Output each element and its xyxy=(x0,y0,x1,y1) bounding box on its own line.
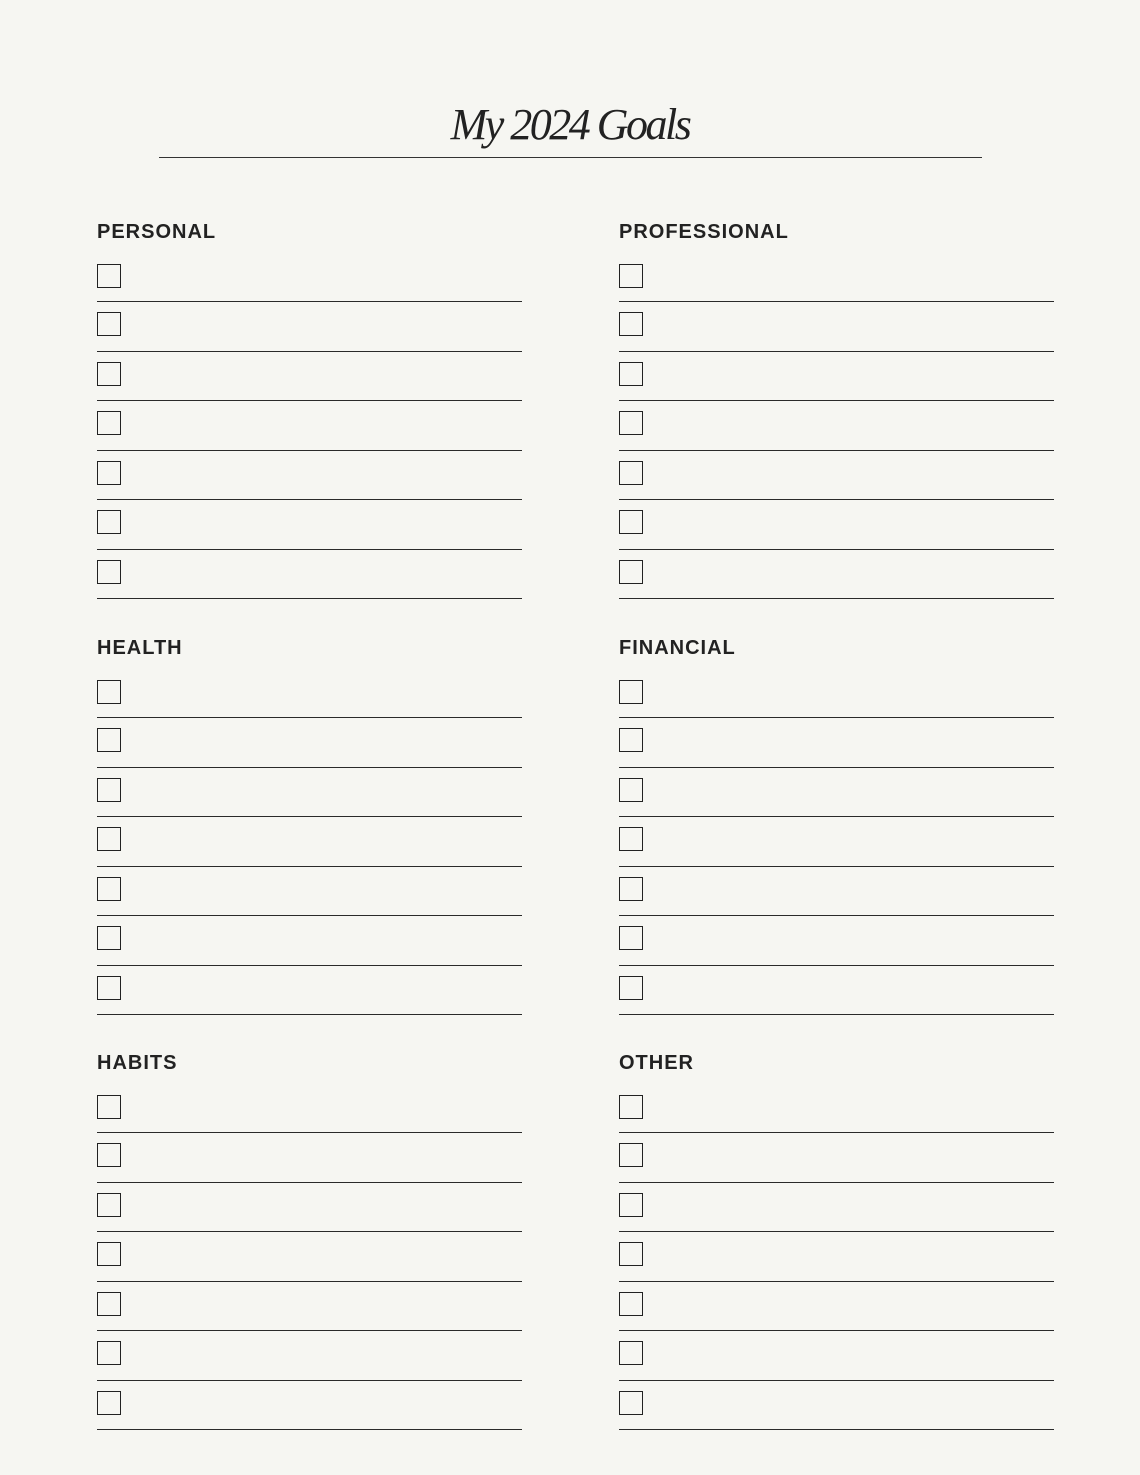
goal-row-financial xyxy=(619,768,1054,818)
checkbox-habits[interactable] xyxy=(97,1143,121,1167)
goal-list-personal xyxy=(97,254,522,599)
goal-row-other xyxy=(619,1331,1054,1381)
checkbox-personal[interactable] xyxy=(97,312,121,336)
goal-write-line-health[interactable] xyxy=(131,674,522,717)
checkbox-health[interactable] xyxy=(97,728,121,752)
goal-row-habits xyxy=(97,1133,522,1183)
goal-write-line-professional[interactable] xyxy=(653,504,1054,549)
checkbox-personal[interactable] xyxy=(97,264,121,288)
goal-write-line-professional[interactable] xyxy=(653,405,1054,450)
checkbox-habits[interactable] xyxy=(97,1242,121,1266)
checkbox-personal[interactable] xyxy=(97,362,121,386)
checkbox-professional[interactable] xyxy=(619,510,643,534)
goal-write-line-habits[interactable] xyxy=(131,1236,522,1281)
goal-row-financial xyxy=(619,817,1054,867)
section-heading-health: HEALTH xyxy=(97,637,183,659)
checkbox-personal[interactable] xyxy=(97,461,121,485)
section-professional xyxy=(619,218,1054,599)
checkbox-personal[interactable] xyxy=(97,510,121,534)
checkbox-other[interactable] xyxy=(619,1143,643,1167)
checkbox-personal[interactable] xyxy=(97,560,121,584)
checkbox-habits[interactable] xyxy=(97,1341,121,1365)
goal-write-line-financial[interactable] xyxy=(653,821,1054,866)
goal-row-professional xyxy=(619,401,1054,451)
goal-row-personal xyxy=(97,254,522,302)
goal-write-line-health[interactable] xyxy=(131,772,522,817)
page-title: My 2024 Goals xyxy=(450,100,690,149)
goal-row-personal xyxy=(97,401,522,451)
goal-write-line-health[interactable] xyxy=(131,821,522,866)
goal-row-health xyxy=(97,817,522,867)
goal-row-habits xyxy=(97,1085,522,1133)
goal-write-line-financial[interactable] xyxy=(653,920,1054,965)
goal-row-other xyxy=(619,1133,1054,1183)
section-health xyxy=(97,634,522,1015)
checkbox-health[interactable] xyxy=(97,827,121,851)
checkbox-health[interactable] xyxy=(97,976,121,1000)
checkbox-habits[interactable] xyxy=(97,1193,121,1217)
goal-row-personal xyxy=(97,451,522,501)
goal-write-line-personal[interactable] xyxy=(131,356,522,401)
goal-list-financial xyxy=(619,670,1054,1015)
checkbox-habits[interactable] xyxy=(97,1391,121,1415)
goal-write-line-personal[interactable] xyxy=(131,554,522,599)
goal-write-line-personal[interactable] xyxy=(131,405,522,450)
checkbox-other[interactable] xyxy=(619,1391,643,1415)
goal-write-line-other[interactable] xyxy=(653,1236,1054,1281)
section-financial xyxy=(619,634,1054,1015)
goal-row-health xyxy=(97,768,522,818)
goal-write-line-health[interactable] xyxy=(131,722,522,767)
checkbox-other[interactable] xyxy=(619,1341,643,1365)
goal-write-line-personal[interactable] xyxy=(131,455,522,500)
checkbox-professional[interactable] xyxy=(619,362,643,386)
goal-write-line-health[interactable] xyxy=(131,970,522,1015)
section-personal xyxy=(97,218,522,599)
goal-row-health xyxy=(97,718,522,768)
goal-write-line-other[interactable] xyxy=(653,1286,1054,1331)
goal-write-line-financial[interactable] xyxy=(653,674,1054,717)
goal-write-line-other[interactable] xyxy=(653,1137,1054,1182)
checkbox-professional[interactable] xyxy=(619,461,643,485)
checkbox-financial[interactable] xyxy=(619,877,643,901)
goal-write-line-financial[interactable] xyxy=(653,871,1054,916)
goal-write-line-other[interactable] xyxy=(653,1335,1054,1380)
checkbox-financial[interactable] xyxy=(619,926,643,950)
title-underline xyxy=(159,157,982,158)
goal-write-line-financial[interactable] xyxy=(653,772,1054,817)
goal-row-other xyxy=(619,1232,1054,1282)
goal-row-habits xyxy=(97,1232,522,1282)
goal-row-habits xyxy=(97,1282,522,1332)
goal-write-line-professional[interactable] xyxy=(653,356,1054,401)
goal-write-line-habits[interactable] xyxy=(131,1286,522,1331)
goal-write-line-other[interactable] xyxy=(653,1089,1054,1132)
goal-row-other xyxy=(619,1381,1054,1431)
checkbox-professional[interactable] xyxy=(619,411,643,435)
section-heading-other: OTHER xyxy=(619,1052,694,1074)
section-heading-financial: FINANCIAL xyxy=(619,637,736,659)
goal-list-other xyxy=(619,1085,1054,1430)
section-heading-personal: PERSONAL xyxy=(97,221,217,243)
goal-row-other xyxy=(619,1183,1054,1233)
checkbox-health[interactable] xyxy=(97,778,121,802)
goal-row-health xyxy=(97,867,522,917)
goal-write-line-professional[interactable] xyxy=(653,554,1054,599)
goal-write-line-health[interactable] xyxy=(131,871,522,916)
checkbox-financial[interactable] xyxy=(619,728,643,752)
checkbox-financial[interactable] xyxy=(619,827,643,851)
goal-row-personal xyxy=(97,550,522,600)
checkbox-health[interactable] xyxy=(97,680,121,704)
checkbox-personal[interactable] xyxy=(97,411,121,435)
goal-write-line-habits[interactable] xyxy=(131,1385,522,1430)
checkbox-financial[interactable] xyxy=(619,680,643,704)
goal-row-financial xyxy=(619,966,1054,1016)
goal-write-line-other[interactable] xyxy=(653,1385,1054,1430)
goal-write-line-habits[interactable] xyxy=(131,1089,522,1132)
checkbox-professional[interactable] xyxy=(619,264,643,288)
goal-write-line-professional[interactable] xyxy=(653,455,1054,500)
checkbox-financial[interactable] xyxy=(619,778,643,802)
goal-write-line-personal[interactable] xyxy=(131,306,522,351)
goal-row-personal xyxy=(97,352,522,402)
goal-row-professional xyxy=(619,451,1054,501)
section-other xyxy=(619,1049,1054,1430)
goal-write-line-financial[interactable] xyxy=(653,970,1054,1015)
goal-write-line-professional[interactable] xyxy=(653,306,1054,351)
checkbox-other[interactable] xyxy=(619,1095,643,1119)
goal-row-financial xyxy=(619,670,1054,718)
goal-list-habits xyxy=(97,1085,522,1430)
section-habits xyxy=(97,1049,522,1430)
goal-write-line-habits[interactable] xyxy=(131,1187,522,1232)
section-heading-habits: HABITS xyxy=(97,1052,178,1074)
checkbox-health[interactable] xyxy=(97,926,121,950)
checkbox-financial[interactable] xyxy=(619,976,643,1000)
checkbox-other[interactable] xyxy=(619,1292,643,1316)
goal-list-health xyxy=(97,670,522,1015)
goal-row-financial xyxy=(619,867,1054,917)
goal-write-line-health[interactable] xyxy=(131,920,522,965)
goal-row-health xyxy=(97,670,522,718)
goal-write-line-financial[interactable] xyxy=(653,722,1054,767)
goal-row-professional xyxy=(619,500,1054,550)
section-heading-professional: PROFESSIONAL xyxy=(619,221,789,243)
goal-row-personal xyxy=(97,500,522,550)
goal-row-professional xyxy=(619,352,1054,402)
goal-row-habits xyxy=(97,1331,522,1381)
checkbox-professional[interactable] xyxy=(619,560,643,584)
goal-write-line-professional[interactable] xyxy=(653,258,1054,301)
goal-row-financial xyxy=(619,916,1054,966)
goal-row-habits xyxy=(97,1381,522,1431)
goal-row-health xyxy=(97,916,522,966)
goal-row-health xyxy=(97,966,522,1016)
goal-row-financial xyxy=(619,718,1054,768)
goal-row-other xyxy=(619,1085,1054,1133)
goal-write-line-personal[interactable] xyxy=(131,504,522,549)
goal-row-professional xyxy=(619,550,1054,600)
goal-row-habits xyxy=(97,1183,522,1233)
goal-row-professional xyxy=(619,254,1054,302)
checkbox-professional[interactable] xyxy=(619,312,643,336)
checkbox-habits[interactable] xyxy=(97,1292,121,1316)
checkbox-habits[interactable] xyxy=(97,1095,121,1119)
goal-row-other xyxy=(619,1282,1054,1332)
goal-write-line-other[interactable] xyxy=(653,1187,1054,1232)
goal-write-line-habits[interactable] xyxy=(131,1335,522,1380)
goal-write-line-personal[interactable] xyxy=(131,258,522,301)
goal-write-line-habits[interactable] xyxy=(131,1137,522,1182)
checkbox-health[interactable] xyxy=(97,877,121,901)
goal-list-professional xyxy=(619,254,1054,599)
checkbox-other[interactable] xyxy=(619,1242,643,1266)
goal-row-personal xyxy=(97,302,522,352)
checkbox-other[interactable] xyxy=(619,1193,643,1217)
goal-row-professional xyxy=(619,302,1054,352)
